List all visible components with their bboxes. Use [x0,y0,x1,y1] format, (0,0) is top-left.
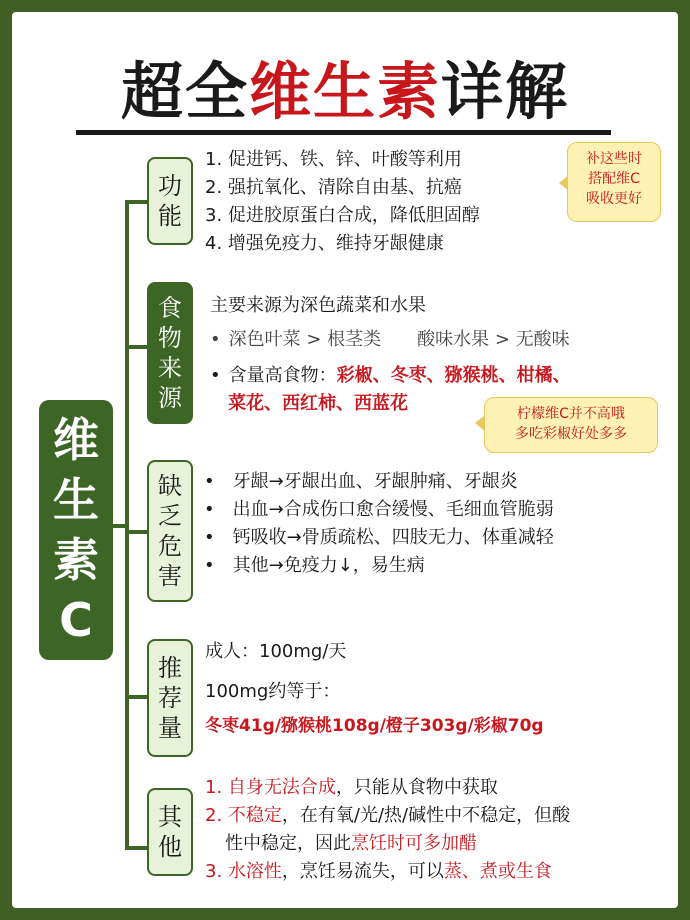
food-bullet-1b: 酸味水果 > 无酸味 [417,329,570,350]
title-underline [76,130,611,135]
dosage-adult: 成人：100mg/天 [205,641,347,662]
other-item-1-key: 1. 自身无法合成 [205,777,336,798]
function-item-1: 1. 促进钙、铁、锌、叶酸等利用 [205,149,462,170]
other-item-2-text2: 性中稳定，因此 [225,833,351,854]
label-char: 推 [158,654,182,682]
main-node-char: 维 [53,413,99,467]
function-item-3: 3. 促进胶原蛋白合成，降低胆固醇 [205,205,480,226]
section-label-deficiency [147,460,193,602]
branch-function [125,200,149,204]
food-tip-bubble [484,397,658,453]
bullet-dot: • [210,329,221,350]
bullet-dot: • [204,555,215,576]
label-char: 功 [158,172,182,200]
deficiency-item-3 [204,526,554,550]
tree-trunk [125,200,129,850]
label-char: 缺 [158,472,182,500]
title-part-1: 超全 [120,55,249,128]
bubble-line: 吸收更好 [586,191,642,207]
section-label-food [147,282,193,424]
other-item-2-line2 [225,832,477,856]
deficiency-text: 牙龈→牙龈出血、牙龈肿痛、牙龈炎 [232,471,518,492]
label-char: 害 [158,562,182,590]
branch-dosage [125,695,149,699]
other-item-3-methods: 蒸、煮或生食 [443,861,552,882]
deficiency-item-2 [204,498,554,522]
section-label-other [147,788,193,876]
other-item-2 [205,804,570,828]
other-item-2-tip: 烹饪时可多加醋 [351,833,477,854]
dosage-foods: 冬枣41g/猕猴桃108g/橙子303g/彩椒70g [205,716,544,736]
label-char: 源 [158,384,182,412]
label-char: 乏 [158,502,182,530]
other-item-1 [205,776,498,800]
deficiency-text: 钙吸收→骨质疏松、四肢无力、体重减轻 [232,527,554,548]
label-char: 危 [158,532,182,560]
title-part-2: 维生素 [248,55,441,128]
main-node-char: 素 [53,533,99,587]
branch-deficiency [125,530,149,534]
food-bullet-2 [210,364,571,388]
bubble-line: 柠檬维C并不高哦 [517,406,625,422]
other-item-3 [205,860,552,884]
bullet-dot: • [210,365,221,386]
food-bullet-1a: 深色叶菜 > 根茎类 [228,329,382,350]
label-char: 物 [158,324,182,352]
deficiency-item-1 [204,470,518,494]
section-label-function [147,157,193,245]
food-intro: 主要来源为深色蔬菜和水果 [210,295,426,316]
bullet-dot: • [204,471,215,492]
label-char: 来 [158,354,182,382]
other-item-3-key: 3. 水溶性 [205,861,282,882]
label-char: 其 [158,803,182,831]
bubble-line: 搭配维C [588,171,640,187]
page-title [12,52,678,132]
branch-other [125,846,149,850]
title-part-3: 详解 [441,55,570,128]
deficiency-item-4 [204,554,425,578]
vitamin-c-node [39,400,113,660]
food-bullet-2-lead: 含量高食物： [228,365,337,386]
content-card [12,12,678,908]
label-char: 荐 [158,684,182,712]
bullet-dot: • [204,527,215,548]
function-item-2: 2. 强抗氧化、清除自由基、抗癌 [205,177,462,198]
food-bullet-2-line2: 菜花、西红柿、西蓝花 [228,393,408,414]
label-char: 食 [158,294,182,322]
main-node-char: 生 [53,473,99,527]
other-item-3-text: ，烹饪易流失，可以 [281,861,444,882]
function-tip-bubble [567,142,661,222]
bubble-line: 多吃彩椒好处多多 [515,426,627,442]
food-bullet-1 [210,328,570,352]
dosage-equiv: 100mg约等于： [205,681,341,702]
label-char: 他 [158,833,182,861]
bubble-line: 补这些时 [586,151,642,167]
deficiency-text: 其他→免疫力↓，易生病 [232,555,425,576]
function-item-4: 4. 增强免疫力、维持牙龈健康 [205,233,444,254]
main-node-char: C [59,593,93,647]
food-bullet-2-red: 彩椒、冬枣、猕猴桃、柑橘、 [336,365,571,386]
branch-food [125,345,149,349]
label-char: 量 [158,714,182,742]
label-char: 能 [158,202,182,230]
other-item-2-text: ，在有氧/光/热/碱性中不稳定，但酸 [281,805,571,826]
other-item-2-key: 2. 不稳定 [205,805,282,826]
other-item-1-text: ，只能从食物中获取 [335,777,498,798]
bullet-dot: • [204,499,215,520]
section-label-dosage [147,639,193,757]
deficiency-text: 出血→合成伤口愈合缓慢、毛细血管脆弱 [232,499,554,520]
